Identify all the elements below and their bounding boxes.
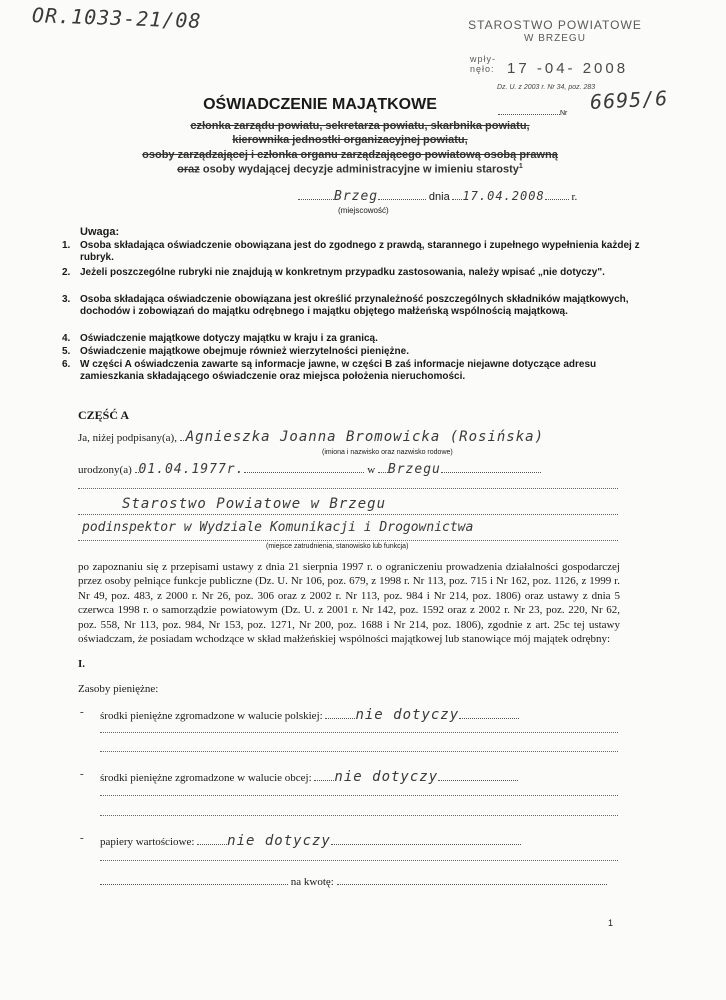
note-text: Osoba składająca oświadczenie obowiązana jest określić przynależność poszczególnych składników majątkowych, dochodów i zobowiązań do majątku odrębnego i majątku objętego małżeńską wspólnością majątkową. (80, 294, 629, 317)
dash-marker: - (80, 832, 84, 844)
note-text: Oświadczenie majątkowe dotyczy majątku w kraju i za granicą. (80, 333, 378, 344)
statement-paragraph: po zapoznaniu się z przepisami ustawy z dnia 21 sierpnia 1997 r. o ograniczeniu prowadzenia działalności gospodarczej przez osoby pełniące funkcje publiczne (Dz. U. Nr 106, poz. 679, z 1998 r. Nr 113, poz. 715 i Nr 162, poz. 1126, z 1999 r. Nr 49, poz. 483, z 2000 r. Nr 26, poz. 306 oraz z 2002 r. Nr 113, poz. 984 i Nr 214, poz. 1806) oraz ustawy z dnia 5 czerwca 1998 r. o samorządzie powiatowym (Dz. U. z 2001 r. Nr 142, poz. 1592 oraz z 2002 r. Nr 23, poz. 220, Nr 62, poz. 558, Nr 113, poz. 984, Nr 153, poz. 1271, Nr 200, poz. 1688 i Nr 214, poz. 1806), zgodnie z art. 25c tej ustawy oświadczam, że posiadam wchodzące w skład małżeńskiej wspólności majątkowej lub stanowiące mój majątek odrębny: (78, 561, 620, 646)
note-item (62, 267, 640, 279)
note-text: Osoba składająca oświadczenie obowiązana jest do zgodnego z prawdą, starannego i zupełnego wypełnienia każdej z rubryk. (80, 240, 640, 263)
note-number: 3. (62, 294, 71, 305)
workplace-line-1-underline (78, 514, 618, 515)
note-item (62, 294, 640, 318)
dz-nr-prefix: Nr (560, 110, 568, 117)
stamp-line-1: STAROSTWO POWIATOWE (468, 18, 642, 32)
footnote-mark: 1 (518, 163, 523, 170)
blank-line (100, 795, 618, 796)
handwritten-reference: OR.1033-21/08 (31, 3, 202, 33)
resources-heading: Zasoby pieniężne: (78, 683, 159, 695)
notes-heading: Uwaga: (80, 226, 120, 238)
part-a-heading: CZĘŚĆ A (78, 408, 130, 422)
securities-row (100, 832, 620, 849)
pln-label: środki pieniężne zgromadzone w walucie polskiej: (100, 710, 323, 722)
securities-label: papiery wartościowe: (100, 836, 195, 848)
blank-line (100, 860, 618, 861)
pln-row (100, 706, 620, 723)
securities-value: nie dotyczy (227, 833, 331, 849)
note-number: 4. (62, 333, 71, 344)
note-item (62, 359, 640, 383)
title-role-line-4 (0, 163, 700, 176)
note-text: Jeżeli poszczególne rubryki nie znajdują w konkretnym przypadku zastosowania, należy wpisać „nie dotyczy". (80, 267, 605, 278)
workplace-caption: (miejsce zatrudnienia, stanowisko lub funkcja) (266, 543, 409, 550)
title-role-line-2: kierownika jednostki organizacyjnej powiatu, (232, 134, 468, 146)
born-date: 01.04.1977r. (138, 462, 245, 477)
foreign-value: nie dotyczy (334, 769, 439, 785)
name-row (78, 428, 618, 445)
place-value: Brzeg (334, 189, 379, 204)
dash-marker: - (80, 706, 84, 718)
name-value: Agnieszka Joanna Bromowicka (Rosińska) (185, 429, 545, 445)
date-label: dnia (428, 191, 450, 203)
section-number: I. (78, 658, 86, 670)
dz-u-reference: Dz. U. z 2003 r. Nr 34, poz. 283 (497, 84, 596, 91)
note-number: 5. (62, 346, 71, 357)
office-stamp (455, 18, 655, 44)
born-in-label: w (367, 464, 376, 476)
blank-line (100, 751, 618, 752)
workplace-line-1: Starostwo Powiatowe w Brzegu (122, 496, 387, 512)
born-row (78, 460, 618, 477)
page-title: OŚWIADCZENIE MAJĄTKOWE (203, 96, 437, 113)
blank-line (100, 815, 618, 816)
title-role-line-1: członka zarządu powiatu, sekretarza powiatu, skarbnika powiatu, (190, 120, 530, 132)
blank-line (78, 488, 618, 489)
amount-label: na kwotę: (290, 876, 334, 888)
note-item (62, 333, 640, 345)
received-date-stamp: 17 -04- 2008 (507, 60, 629, 77)
page-number: 1 (608, 918, 614, 928)
place-caption: (miejscowość) (338, 206, 389, 215)
note-item (62, 240, 640, 264)
workplace-line-2: podinspektor w Wydziale Komunikacji i Drogownictwa (82, 520, 474, 535)
foreign-row (100, 768, 620, 785)
note-number: 2. (62, 267, 71, 278)
dash-marker: - (80, 768, 84, 780)
born-label: urodzony(a) (78, 464, 132, 476)
note-text: Oświadczenie majątkowe obejmuje również wierzytelności pieniężne. (80, 346, 409, 357)
note-number: 6. (62, 359, 71, 370)
amount-row (100, 872, 620, 889)
received-label: wpły- nęło: (470, 54, 497, 74)
name-label: Ja, niżej podpisany(a), (78, 432, 177, 444)
born-place: Brzegu (387, 462, 441, 477)
place-date-row (298, 187, 628, 204)
title-role-line-3: osoby zarządzającej i członka organu zarządzającego powiatową osobą prawną (142, 149, 558, 161)
title-role-active: osoby wydającej decyzje administracyjne w imieniu starosty (202, 163, 519, 176)
blank-line (100, 732, 618, 733)
date-value: 17.04.2008 (462, 189, 545, 203)
workplace-line-2-underline (78, 540, 618, 541)
foreign-label: środki pieniężne zgromadzone w walucie obcej: (100, 772, 312, 784)
note-item (62, 346, 640, 358)
handwritten-number: 6695/6 (589, 85, 669, 115)
title-struck-oraz: oraz (177, 163, 200, 176)
name-caption: (imiona i nazwisko oraz nazwisko rodowe) (322, 449, 453, 456)
pln-value: nie dotyczy (355, 707, 460, 723)
stamp-line-2: W BRZEGU (524, 33, 586, 44)
note-text: W części A oświadczenia zawarte są informacje jawne, w części B zaś informacje niejawne dotyczące adresu zamieszkania składającego oświadczenie oraz miejsca położenia nieruchomości. (80, 359, 597, 382)
note-number: 1. (62, 240, 71, 251)
year-suffix: r. (571, 191, 578, 203)
